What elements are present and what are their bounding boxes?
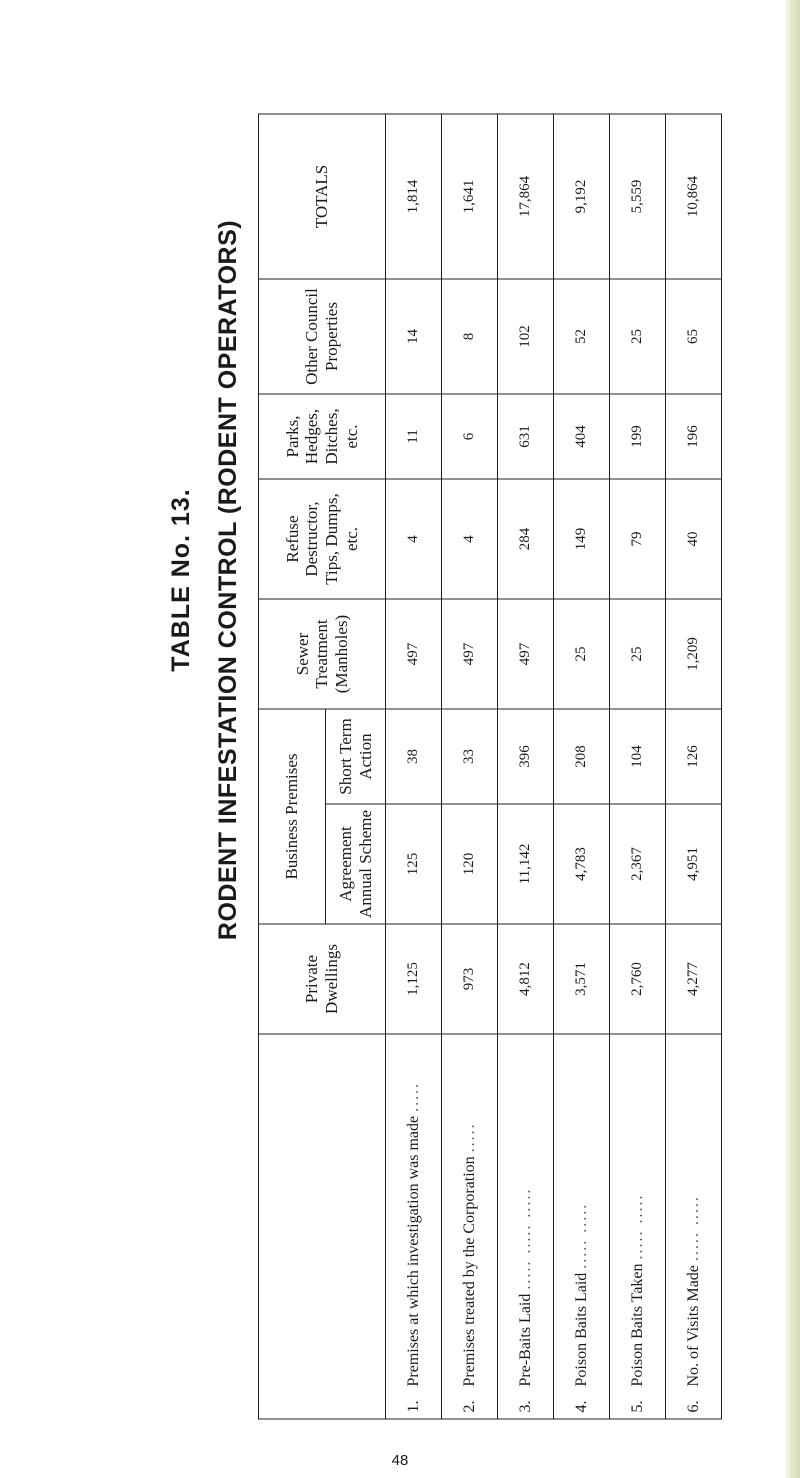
table-container (258, 115, 718, 1420)
page-number: 48 (391, 1452, 409, 1469)
table-row (610, 114, 666, 1419)
cell-short-term: 396 (498, 709, 554, 804)
row-label: 2.Premises treated by the Corporation ..... (442, 1034, 498, 1419)
table-title: RODENT INFESTATION CONTROL (RODENT OPERATORS) (214, 219, 242, 941)
header-other-council: Other Council Properties (259, 279, 386, 394)
header-business-premises: Business Premises (259, 709, 326, 924)
cell-agreement-annual: 4,783 (554, 804, 610, 924)
row-label: 1.Premises at which investigation was made ..... (386, 1034, 442, 1419)
cell-parks: 199 (610, 394, 666, 479)
table-row (666, 114, 722, 1419)
cell-short-term: 33 (442, 709, 498, 804)
cell-agreement-annual: 125 (386, 804, 442, 924)
table-row (554, 114, 610, 1419)
cell-total: 1,641 (442, 114, 498, 279)
cell-agreement-annual: 11,142 (498, 804, 554, 924)
cell-private-dwellings: 1,125 (386, 924, 442, 1034)
cell-total: 9,192 (554, 114, 610, 279)
header-totals: TOTALS (259, 114, 386, 279)
page-edge-shadow (784, 0, 800, 1478)
cell-short-term: 126 (666, 709, 722, 804)
cell-total: 5,559 (610, 114, 666, 279)
cell-private-dwellings: 3,571 (554, 924, 610, 1034)
table-number: TABLE No. 13. (167, 488, 195, 672)
cell-total: 1,814 (386, 114, 442, 279)
row-label: 6.No. of Visits Made ..... ..... (666, 1034, 722, 1419)
table-row (442, 114, 498, 1419)
cell-private-dwellings: 4,277 (666, 924, 722, 1034)
table-row (386, 114, 442, 1419)
cell-other-council: 25 (610, 279, 666, 394)
cell-other-council: 14 (386, 279, 442, 394)
cell-private-dwellings: 973 (442, 924, 498, 1034)
header-refuse-destructor: Refuse Destructor, Tips, Dumps, etc. (259, 479, 386, 599)
cell-parks: 196 (666, 394, 722, 479)
cell-sewer: 25 (610, 599, 666, 709)
cell-sewer: 1,209 (666, 599, 722, 709)
cell-other-council: 8 (442, 279, 498, 394)
title-block (150, 20, 260, 1140)
cell-sewer: 497 (386, 599, 442, 709)
row-label: 5.Poison Baits Taken ..... ..... (610, 1034, 666, 1419)
cell-refuse: 4 (386, 479, 442, 599)
cell-parks: 631 (498, 394, 554, 479)
row-label: 3.Pre-Baits Laid ..... ..... ..... (498, 1034, 554, 1419)
rodent-control-table (258, 114, 722, 1420)
table-row (498, 114, 554, 1419)
header-sewer-treatment: Sewer Treatment (Manholes) (259, 599, 386, 709)
cell-sewer: 497 (498, 599, 554, 709)
cell-refuse: 149 (554, 479, 610, 599)
header-agreement-annual: Agreement Annual Scheme (326, 804, 386, 924)
cell-sewer: 497 (442, 599, 498, 709)
cell-refuse: 79 (610, 479, 666, 599)
cell-private-dwellings: 2,760 (610, 924, 666, 1034)
cell-refuse: 40 (666, 479, 722, 599)
cell-sewer: 25 (554, 599, 610, 709)
cell-private-dwellings: 4,812 (498, 924, 554, 1034)
cell-agreement-annual: 4,951 (666, 804, 722, 924)
cell-agreement-annual: 120 (442, 804, 498, 924)
cell-parks: 6 (442, 394, 498, 479)
cell-short-term: 38 (386, 709, 442, 804)
cell-refuse: 284 (498, 479, 554, 599)
cell-total: 10,864 (666, 114, 722, 279)
header-private-dwellings: Private Dwellings (259, 924, 386, 1034)
cell-parks: 11 (386, 394, 442, 479)
cell-refuse: 4 (442, 479, 498, 599)
cell-parks: 404 (554, 394, 610, 479)
cell-other-council: 52 (554, 279, 610, 394)
cell-other-council: 102 (498, 279, 554, 394)
header-short-term: Short Term Action (326, 709, 386, 804)
cell-agreement-annual: 2,367 (610, 804, 666, 924)
header-parks-hedges: Parks, Hedges, Ditches, etc. (259, 394, 386, 479)
cell-short-term: 104 (610, 709, 666, 804)
cell-other-council: 65 (666, 279, 722, 394)
row-label: 4.Poison Baits Laid ..... ..... (554, 1034, 610, 1419)
header-blank (259, 1034, 386, 1419)
cell-short-term: 208 (554, 709, 610, 804)
cell-total: 17,864 (498, 114, 554, 279)
